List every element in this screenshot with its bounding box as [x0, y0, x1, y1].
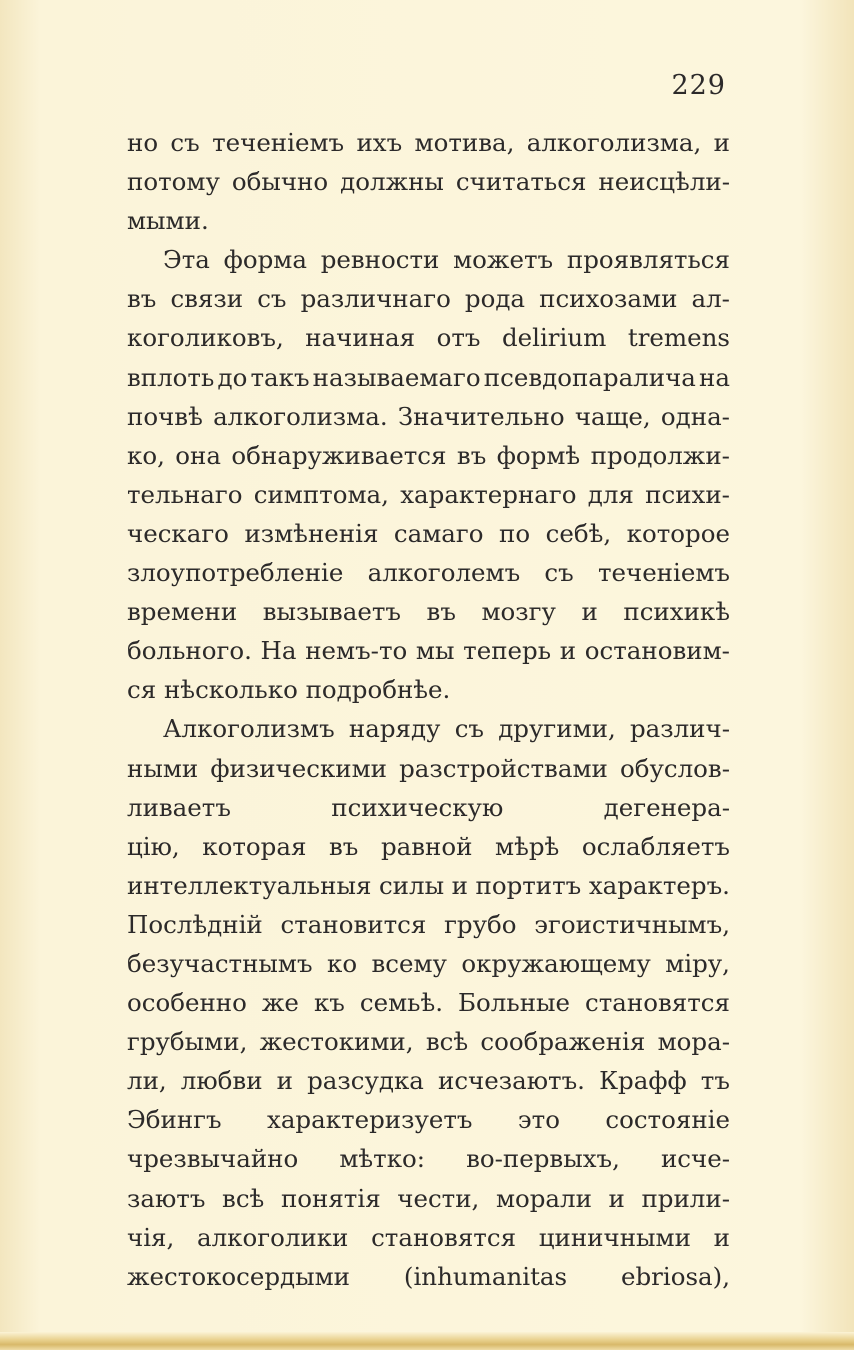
- word: разстройствами: [399, 753, 608, 783]
- word: въ: [456, 440, 487, 470]
- word: во-первыхъ,: [466, 1144, 620, 1174]
- text-line: [127, 1257, 730, 1296]
- word: ными: [127, 753, 199, 783]
- word: самаго: [393, 518, 484, 548]
- text-line: [127, 631, 730, 670]
- word: Эта: [163, 245, 210, 275]
- word: ко: [327, 948, 358, 978]
- word: въ: [329, 831, 359, 861]
- word: различ-: [629, 714, 730, 744]
- word: съ: [454, 714, 484, 744]
- word: мѣрѣ: [495, 831, 560, 861]
- word: злоупотребленіе: [127, 558, 344, 588]
- word: коголиковъ,: [127, 323, 284, 353]
- word: грубыми,: [127, 1027, 248, 1057]
- word: и: [559, 636, 577, 666]
- word: заютъ: [127, 1183, 206, 1213]
- word: которая: [202, 831, 307, 861]
- word: можетъ: [453, 245, 554, 275]
- word: ревности: [320, 245, 440, 275]
- word: исче-: [660, 1144, 730, 1174]
- text-line: [127, 709, 730, 748]
- word: которое: [626, 518, 730, 548]
- word: различнаго: [300, 284, 451, 314]
- word: (inhumanitas: [403, 1261, 568, 1291]
- word: съ: [170, 128, 200, 157]
- word: эгоистичнымъ,: [534, 909, 730, 939]
- word: по: [499, 518, 531, 548]
- word: исчезаютъ.: [437, 1066, 585, 1096]
- word: она: [175, 440, 221, 470]
- word: На: [260, 636, 297, 666]
- word: другими,: [498, 714, 616, 744]
- word: мора-: [657, 1027, 730, 1057]
- word: психикѣ: [623, 597, 730, 627]
- body-text: [127, 123, 730, 1296]
- word: въ: [426, 597, 456, 627]
- word: психозами: [539, 284, 678, 314]
- word: формѣ: [496, 440, 581, 470]
- word: больного.: [127, 636, 252, 666]
- word: становится: [280, 909, 427, 939]
- word: характернаго: [400, 479, 577, 509]
- word: же: [261, 988, 299, 1018]
- word: и: [713, 128, 730, 157]
- word: съ: [257, 284, 287, 314]
- word: называемаго: [312, 362, 481, 392]
- word: теченіемъ: [597, 558, 730, 588]
- word: остановим-: [584, 636, 730, 666]
- text-line: [127, 1100, 730, 1139]
- word: ли,: [127, 1066, 167, 1096]
- word: Крафф: [599, 1066, 687, 1096]
- word: становятся: [585, 988, 730, 1018]
- word: чести,: [397, 1183, 480, 1213]
- page-bottom-edge: [0, 1332, 854, 1350]
- word: почвѣ: [127, 401, 203, 431]
- word: симптома,: [253, 479, 389, 509]
- word: считаться: [455, 167, 587, 197]
- word: характеризуетъ: [267, 1105, 473, 1135]
- word: неисцѣли-: [598, 167, 730, 197]
- word: психи-: [645, 479, 730, 509]
- word: ливаетъ: [127, 792, 231, 822]
- word: всѣ: [425, 1027, 469, 1057]
- text-line: [127, 749, 730, 788]
- text-line: [127, 592, 730, 631]
- word: рода: [464, 284, 526, 314]
- word: теченіемъ: [212, 128, 345, 157]
- word: жестокими,: [259, 1027, 414, 1057]
- text-line: [127, 553, 730, 592]
- text-line: [127, 788, 730, 827]
- word: до: [217, 362, 248, 392]
- word: характеръ.: [588, 870, 730, 900]
- word: психическую: [331, 792, 504, 822]
- word: обычно: [231, 167, 329, 197]
- word: и: [608, 1183, 625, 1213]
- word: становятся: [371, 1222, 517, 1252]
- word: ческаго: [127, 518, 229, 548]
- word: алкоголизма.: [213, 401, 388, 431]
- word: особенно: [127, 988, 247, 1018]
- word: чія,: [127, 1222, 175, 1252]
- word: цію,: [127, 831, 180, 861]
- word: чрезвычайно: [127, 1144, 299, 1174]
- word: силы: [378, 870, 445, 900]
- text-line: [127, 240, 730, 279]
- text-line: [127, 318, 730, 357]
- word: tremens: [627, 323, 730, 353]
- word: тельнаго: [127, 479, 243, 509]
- text-line: [127, 866, 730, 905]
- word: ebriosa),: [620, 1261, 730, 1291]
- text-line: [127, 397, 730, 436]
- word: обнаруживается: [231, 440, 447, 470]
- text-line: [127, 944, 730, 983]
- word: начиная: [305, 323, 416, 353]
- word: себѣ,: [545, 518, 612, 548]
- word: это: [517, 1105, 560, 1135]
- word: съ: [544, 558, 574, 588]
- word: безучастнымъ: [127, 948, 313, 978]
- word: псевдопаралича: [483, 362, 696, 392]
- word: и: [713, 1222, 730, 1252]
- text-line: [127, 123, 730, 162]
- word: форма: [223, 245, 307, 275]
- word: алкоголики: [197, 1222, 349, 1252]
- text-line: [127, 905, 730, 944]
- word: понятія: [280, 1183, 381, 1213]
- word: связи: [170, 284, 244, 314]
- word: всѣ: [222, 1183, 265, 1213]
- word: обуслов-: [619, 753, 730, 783]
- text-line: [127, 1179, 730, 1218]
- word: морали: [495, 1183, 592, 1213]
- word: ослабляетъ: [581, 831, 730, 861]
- word: Значительно: [397, 401, 565, 431]
- word: Послѣдній: [127, 909, 263, 939]
- word: delirium: [501, 323, 607, 353]
- word: всему: [371, 948, 447, 978]
- text-line: [127, 475, 730, 514]
- word: и: [276, 1066, 293, 1096]
- word: продолжи-: [590, 440, 730, 470]
- word: разсудка: [307, 1066, 424, 1096]
- word: циничными: [538, 1222, 691, 1252]
- word: мозгу: [481, 597, 556, 627]
- word: ко,: [127, 440, 165, 470]
- word: измѣненія: [244, 518, 379, 548]
- word: окружающему: [461, 948, 651, 978]
- word: на: [699, 362, 730, 392]
- word: Алкоголизмъ: [163, 714, 335, 744]
- text-line: [127, 1061, 730, 1100]
- text-line: [127, 1022, 730, 1061]
- word: міру,: [665, 948, 730, 978]
- word: грубо: [444, 909, 517, 939]
- word: въ: [127, 284, 157, 314]
- text-line: [127, 1139, 730, 1178]
- text-line: ся нѣсколько подробнѣе.: [127, 675, 451, 705]
- word: и: [581, 597, 598, 627]
- text-line: [127, 983, 730, 1022]
- word: портитъ: [475, 870, 582, 900]
- word: ал-: [691, 284, 730, 314]
- word: потому: [127, 167, 220, 197]
- text-line: [127, 514, 730, 553]
- text-line: [127, 436, 730, 475]
- word: къ: [313, 988, 345, 1018]
- text-line: [127, 358, 730, 397]
- word: и: [451, 870, 468, 900]
- word: времени: [127, 597, 238, 627]
- word: семьѣ.: [359, 988, 444, 1018]
- word: жестокосердыми: [127, 1261, 351, 1291]
- word: мы: [415, 636, 455, 666]
- word: мѣтко:: [339, 1144, 426, 1174]
- word: равной: [380, 831, 473, 861]
- word: Больные: [458, 988, 571, 1018]
- text-line: [127, 827, 730, 866]
- word: одна-: [660, 401, 730, 431]
- word: интеллектуальныя: [127, 870, 372, 900]
- word: дегенера-: [603, 792, 730, 822]
- word: Эбингъ: [127, 1105, 222, 1135]
- word: ихъ: [356, 128, 403, 157]
- text-line: мыми.: [127, 206, 209, 236]
- word: состояніе: [605, 1105, 730, 1135]
- word: но: [127, 128, 159, 157]
- word: тъ: [700, 1066, 730, 1096]
- word: соображенія: [480, 1027, 646, 1057]
- word: для: [587, 479, 634, 509]
- page-number: 229: [671, 70, 726, 101]
- word: немъ-то: [305, 636, 408, 666]
- word: любви: [180, 1066, 263, 1096]
- word: наряду: [348, 714, 441, 744]
- word: алкоголемъ: [367, 558, 521, 588]
- word: отъ: [436, 323, 481, 353]
- word: вызываетъ: [262, 597, 401, 627]
- text-line: [127, 279, 730, 318]
- word: проявляться: [566, 245, 730, 275]
- word: чаще,: [574, 401, 651, 431]
- word: мотива,: [414, 128, 515, 157]
- text-line: [127, 162, 730, 201]
- word: вплоть: [127, 362, 215, 392]
- text-line: [127, 1218, 730, 1257]
- word: прили-: [641, 1183, 730, 1213]
- word: такъ: [250, 362, 310, 392]
- word: должны: [340, 167, 444, 197]
- word: физическими: [210, 753, 387, 783]
- word: алкоголизма,: [526, 128, 702, 157]
- word: теперь: [463, 636, 552, 666]
